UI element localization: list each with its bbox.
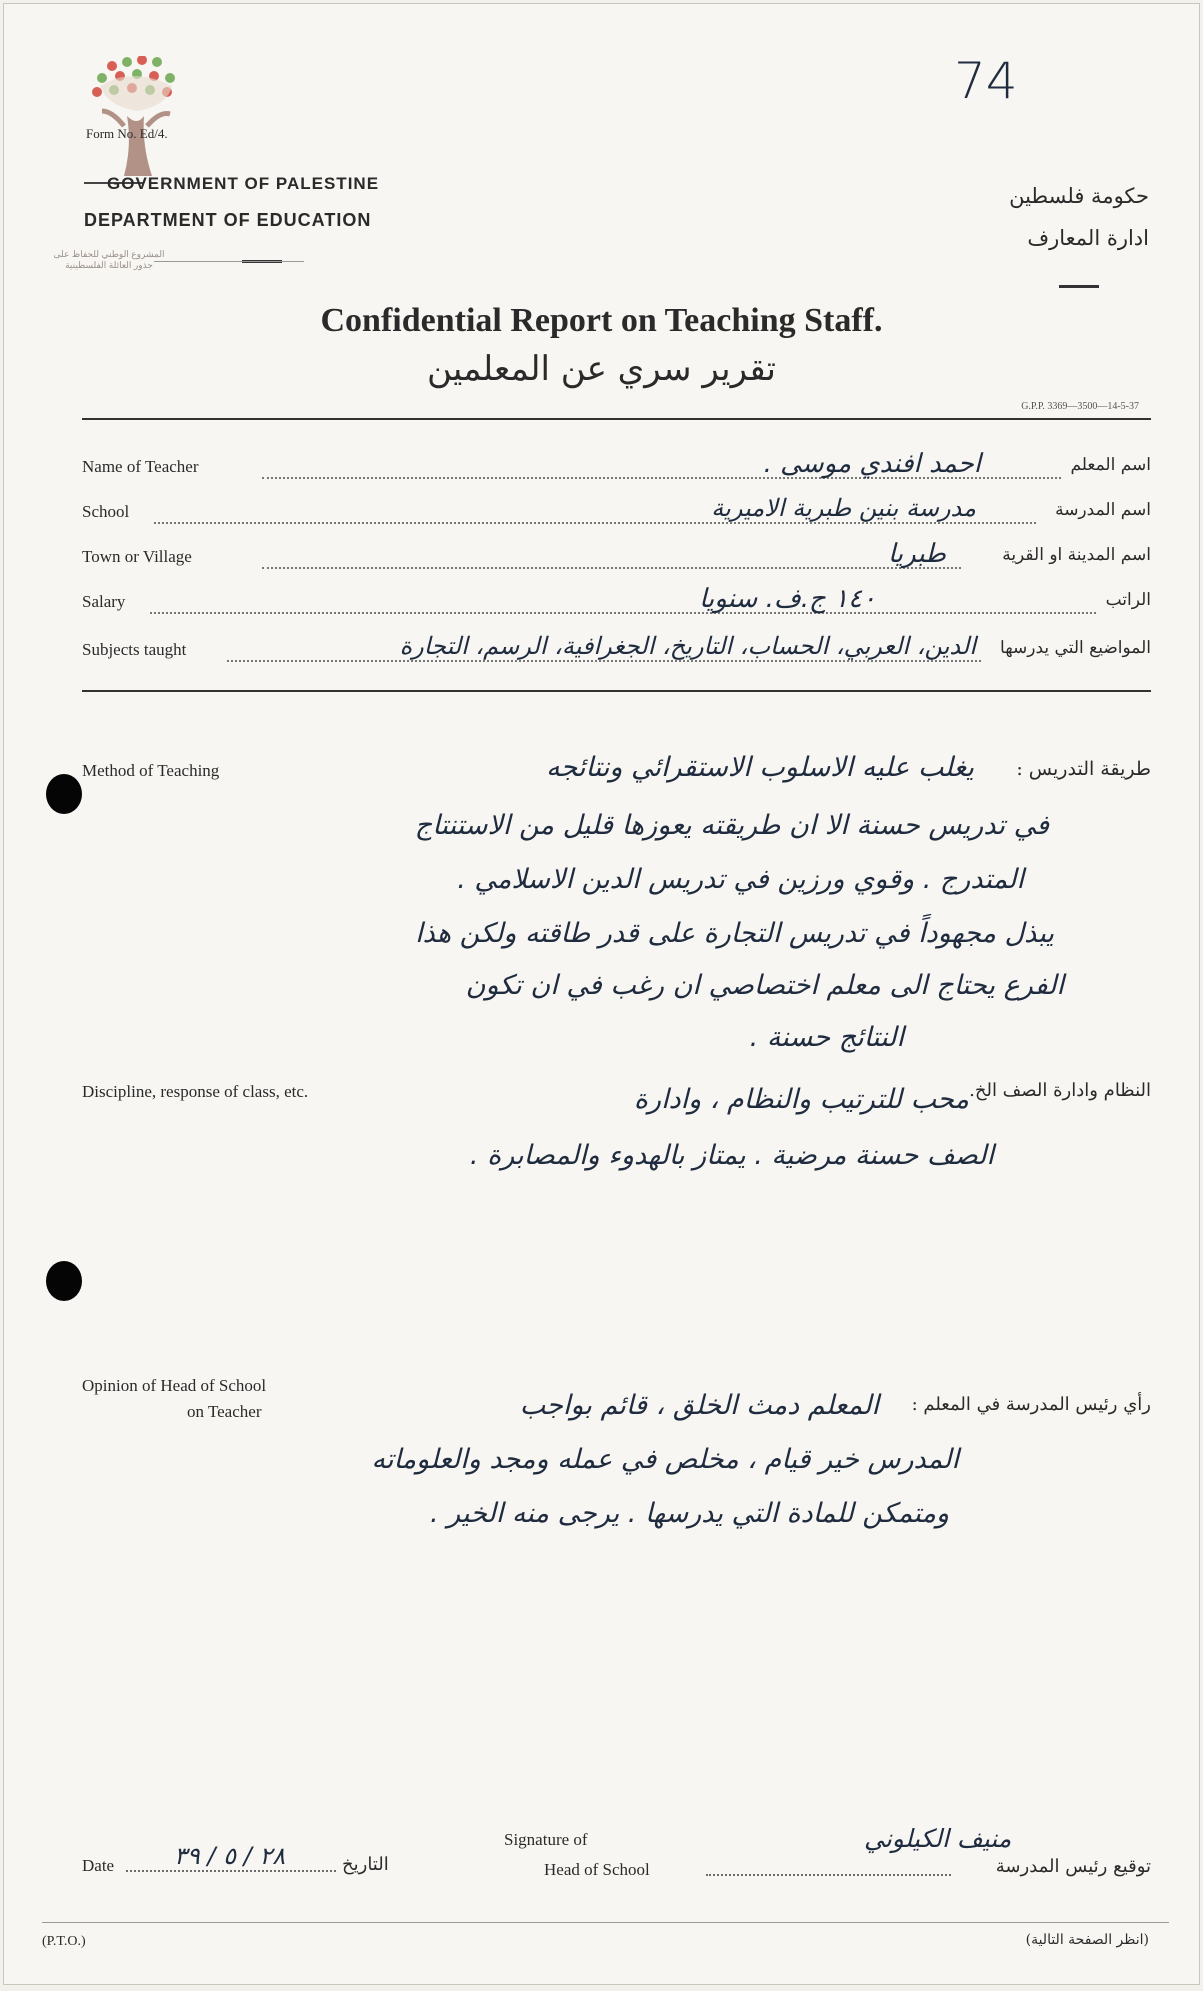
signature-label-arabic: توقيع رئيس المدرسة	[995, 1856, 1151, 1877]
divider	[1059, 285, 1099, 288]
discipline-label-arabic: النظام وادارة الصف الخ.	[969, 1080, 1151, 1101]
field-label: Subjects taught	[82, 640, 187, 659]
field-label-arabic: اسم المعلم	[1070, 455, 1151, 475]
field-school	[82, 494, 1151, 534]
method-line-4: يبذل مجهوداً في تدريس التجارة على قدر طاقته ولكن هذا	[415, 918, 1054, 949]
town-value: طبريا	[887, 539, 946, 569]
signature-label: Signature of	[504, 1830, 588, 1849]
logo-caption	[29, 249, 189, 271]
date-label: Date	[82, 1856, 115, 1875]
dotted-line	[262, 567, 961, 569]
department-title-arabic: ادارة المعارف	[1027, 226, 1149, 250]
fields-rule	[82, 690, 1151, 692]
opinion-line-1: المعلم دمث الخلق ، قائم بواجب	[519, 1390, 879, 1421]
dotted-line	[150, 612, 1096, 614]
report-page	[3, 3, 1200, 1985]
dotted-line	[706, 1874, 951, 1876]
print-code: G.P.P. 3369—3500—14-5-37	[1021, 401, 1139, 412]
discipline-line-2: الصف حسنة مرضية . يمتاز بالهدوء والمصابرة .	[469, 1140, 994, 1171]
signature-label-2: Head of School	[544, 1860, 650, 1879]
field-name-of-teacher	[82, 449, 1151, 489]
dotted-line	[227, 660, 981, 662]
government-title-arabic: حكومة فلسطين	[1009, 184, 1149, 208]
pto-label: (P.T.O.)	[42, 1934, 86, 1949]
date-value: ٢٨ / ٥ / ٣٩	[174, 1842, 286, 1870]
report-title-arabic: تقرير سري عن المعلمين	[426, 349, 776, 389]
pto-label-arabic: (انظر الصفحة التالية)	[1025, 1932, 1149, 1948]
logo-caption-line-2: جذور العائلة الفلسطينية	[65, 260, 153, 270]
report-title: Confidential Report on Teaching Staff.	[320, 302, 883, 339]
field-label: Name of Teacher	[82, 457, 199, 476]
government-title: GOVERNMENT OF PALESTINE	[107, 174, 380, 193]
field-salary	[82, 584, 1151, 624]
footer-rule	[42, 1922, 1169, 1923]
opinion-label-2: on Teacher	[187, 1402, 262, 1421]
field-label: Salary	[82, 592, 126, 611]
method-line-2: في تدريس حسنة الا ان طريقته يعوزها قليل من الاستنتاج	[414, 810, 1049, 841]
field-label: Town or Village	[82, 547, 192, 566]
dotted-line	[126, 1870, 336, 1872]
field-label-arabic: الراتب	[1105, 590, 1151, 610]
method-line-6: النتائج حسنة .	[749, 1022, 904, 1053]
method-line-1: يغلب عليه الاسلوب الاستقرائي ونتائجه	[546, 752, 974, 783]
field-label-arabic: المواضيع التي يدرسها	[1000, 638, 1151, 658]
teacher-name-value: احمد افندي موسى .	[763, 449, 981, 479]
form-number: Form No. Ed/4.	[86, 126, 168, 141]
field-label-arabic: اسم المدرسة	[1055, 500, 1151, 520]
method-label: Method of Teaching	[82, 761, 220, 780]
field-subjects-taught	[82, 632, 1151, 672]
opinion-line-3: ومتمكن للمادة التي يدرسها . يرجى منه الخير .	[429, 1498, 949, 1529]
method-line-3: المتدرج . وقوي ورزين في تدريس الدين الاسلامي .	[457, 864, 1024, 895]
divider	[154, 261, 304, 262]
date-label-arabic: التاريخ	[342, 1854, 389, 1875]
field-label-arabic: اسم المدينة او القرية	[1002, 545, 1151, 565]
method-label-arabic: طريقة التدريس :	[1016, 758, 1151, 780]
page-number: 74	[954, 52, 1018, 110]
logo-caption-line-1: المشروع الوطني للحفاظ على	[53, 249, 165, 259]
department-title: DEPARTMENT OF EDUCATION	[84, 210, 372, 230]
punch-hole	[46, 1261, 82, 1301]
opinion-line-2: المدرس خير قيام ، مخلص في عمله ومجد والعلوماته	[371, 1444, 959, 1475]
subjects-value: الدين، العربي، الحساب، التاريخ، الجغرافية، الرسم، التجارة	[399, 632, 976, 660]
signature-value: منيف الكيلوني	[864, 1824, 1012, 1853]
method-line-5: الفرع يحتاج الى معلم اختصاصي ان رغب في ان تكون	[465, 970, 1064, 1001]
field-town-or-village	[82, 539, 1151, 579]
discipline-line-1: محب للترتيب والنظام ، وادارة	[633, 1084, 969, 1115]
punch-hole	[46, 774, 82, 814]
title-rule	[82, 418, 1151, 420]
opinion-label: Opinion of Head of School	[82, 1376, 267, 1395]
field-label: School	[82, 502, 130, 521]
school-value: مدرسة بنين طبرية الاميرية	[711, 494, 976, 522]
salary-value: ١٤٠ ج.ف. سنويا	[699, 584, 876, 614]
discipline-label: Discipline, response of class, etc.	[82, 1082, 309, 1101]
dotted-line	[154, 522, 1036, 524]
opinion-label-arabic: رأي رئيس المدرسة في المعلم :	[911, 1394, 1151, 1415]
